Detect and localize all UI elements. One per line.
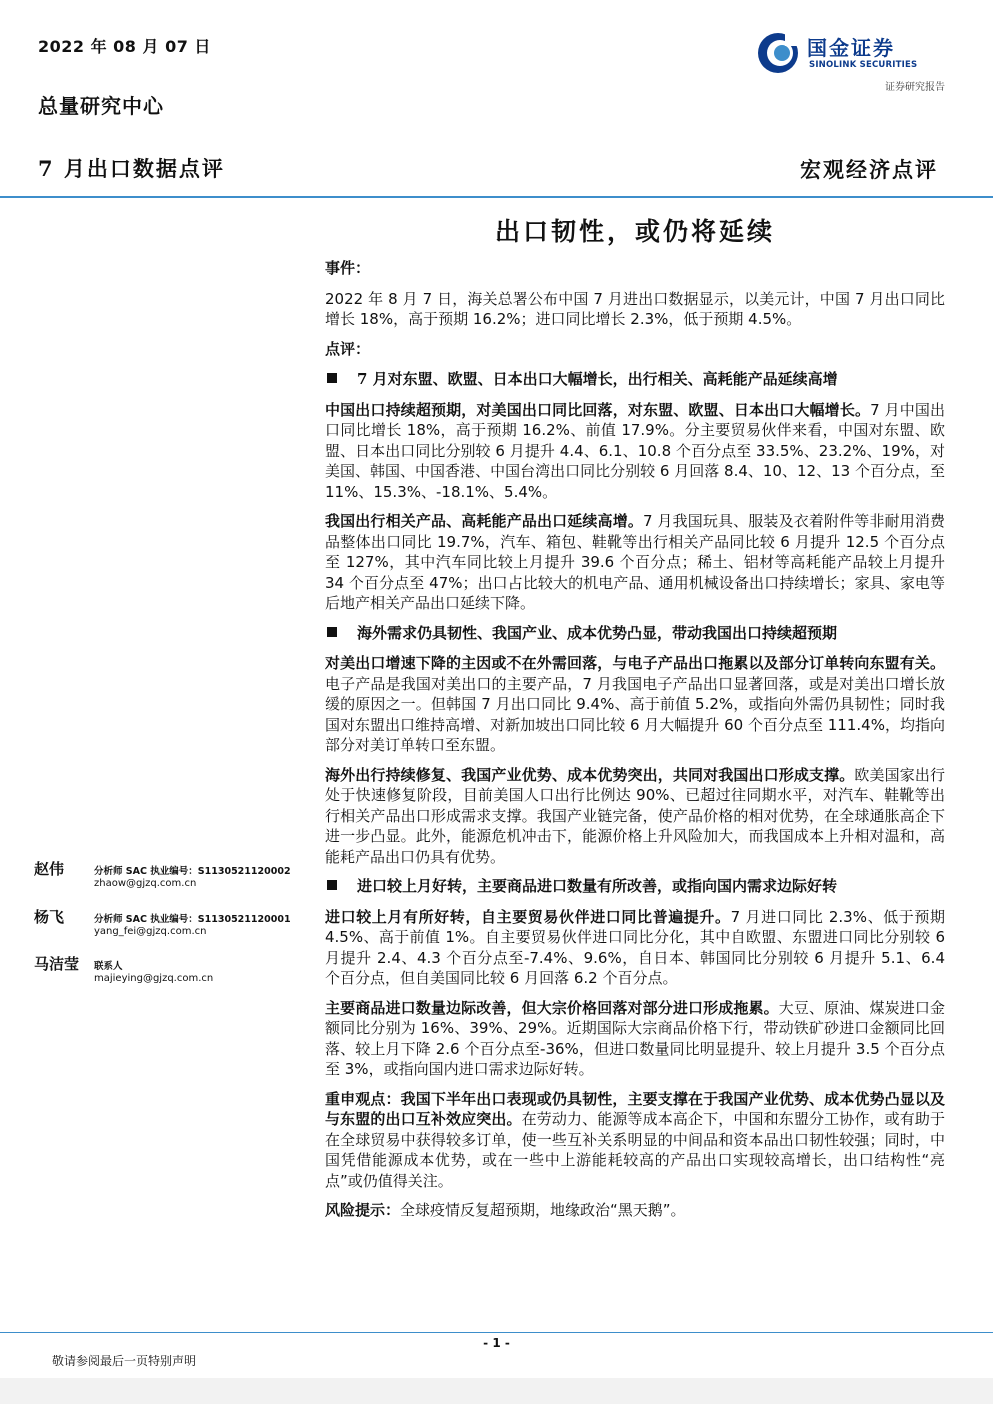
paragraph-text: 7 月进口同比 2.3%、低于预期 4.5%、高于前值 1%。自主要贸易伙伴进口同比分化，其中自欧盟、东盟进口同比分别较 6 月提升 2.4、4.3 个百分点至-7.4%、9.6%，自日本、韩国同比分别较 6 月提升 5.1、6.4 个百分点，但自美国同比较 6 月回落 6.2 个百分点。	[325, 907, 945, 987]
analyst-email: majieying@gjzq.com.cn	[94, 973, 214, 984]
paragraph-text: 在劳动力、能源等成本高企下，中国和东盟分工协作，或有助于在全球贸易中获得较多订单，使一些互补关系明显的中间品和资本品出口韧性较强；同时，中国凭借能源成本优势，或在一些中上游能耗较高的产品出口实现较高增长，出口结构性“亮点”或仍值得关注。	[325, 1110, 945, 1190]
analyst-name: 马洁莹	[34, 955, 80, 973]
logo-mark-icon	[757, 32, 799, 74]
page-number: - 1 -	[483, 1336, 510, 1350]
risk-text: 全球疫情反复超预期，地缘政治“黑天鹅”。	[400, 1201, 686, 1219]
analyst-name: 杨飞	[34, 908, 65, 926]
paragraph-text: 7 月我国玩具、服装及衣着附件等非耐用消费品整体出口同比 19.7%，汽车、箱包、鞋靴等出行相关产品同比较 6 月提升 12.5 个百分点至 127%，其中汽车同比较上月提升 39.6 个百分点；稀土、铝材等高耗能产品较上月提升 34 个百分点至 47%；出口占比较大的机电产品、通用机械设备出口持续增长；家具、家电等后地产相关产品出口延续下降。	[325, 512, 945, 612]
footer-divider	[0, 1332, 993, 1333]
analyst-name: 赵伟	[34, 860, 65, 878]
report-date: 2022 年 08 月 07 日	[38, 37, 211, 56]
analyst-email: yang_fei@gjzq.com.cn	[94, 926, 207, 937]
footer-band	[0, 1378, 993, 1404]
paragraph-text: 7 月中国出口同比增长 18%，高于预期 16.2%、前值 17.9%。分主要贸易伙伴来看，中国对东盟、欧盟、日本出口同比分别较 6 月提升 4.4、6.1、10.8 个百分点至 33.5%、23.2%、19%，对美国、韩国、中国香港、中国台湾出口同比分别较 6 月回落 8.4、10、12、13 个百分点，至 11%、15.3%、-18.1%、5.4%。	[325, 400, 945, 501]
risk-label: 风险提示：	[325, 1201, 401, 1219]
main-content	[325, 258, 945, 1230]
bullet-square-icon	[327, 880, 337, 890]
report-title: 7 月出口数据点评	[38, 156, 225, 181]
risk-warning	[325, 1200, 945, 1221]
paragraph	[325, 511, 945, 614]
paragraph	[325, 653, 945, 756]
logo-chinese-name: 国金证券	[807, 36, 895, 60]
paragraph	[325, 998, 945, 1080]
logo-english-name: SINOLINK SECURITIES	[809, 60, 918, 70]
event-text: 2022 年 8 月 7 日，海关总署公布中国 7 月进出口数据显示，以美元计，中国 7 月出口同比增长 18%，高于预期 16.2%；进口同比增长 2.3%，低于预期 4.5%。	[325, 289, 945, 328]
analyst-credential: 分析师 SAC 执业编号：S1130521120002	[94, 866, 291, 877]
paragraph-lead: 我国出行相关产品、高耗能产品出口延续高增。	[325, 512, 643, 530]
paragraph-text: 大豆、原油、煤炭进口金额同比分别为 16%、39%、29%。近期国际大宗商品价格下行，带动铁矿砂进口金额同比回落、较上月下降 2.6 个百分点至-36%，但进口数量同比明显提升、较上月提升 3.5 个百分点至 3%，或指向国内进口需求边际好转。	[325, 998, 945, 1078]
bullet-square-icon	[327, 627, 337, 637]
paragraph	[325, 765, 945, 868]
headline: 出口韧性，或仍将延续	[494, 217, 775, 246]
paragraph-text: 电子产品是我国对美出口的主要产品，7 月我国电子产品出口显著回落，或是对美出口增长放缓的原因之一。但韩国 7 月出口同比 9.4%、高于前值 5.2%，或指向外需仍具韧性；同时我国对东盟出口维持高增、对新加坡出口同比较 6 月大幅提升 60 个百分点至 111.4%，均指向部分对美订单转口至东盟。	[325, 674, 945, 754]
header-divider	[0, 196, 993, 198]
paragraph	[325, 400, 945, 503]
disclaimer-note: 敬请参阅最后一页特别声明	[52, 1354, 197, 1368]
paragraph-text: 欧美国家出行处于快速修复阶段，目前美国人口出行比例达 90%、已超过往同期水平，对汽车、鞋靴等出行相关产品出口形成需求支撑。我国产业链完备，使产品价格的相对优势，在全球通胀高企下进一步凸显。此外，能源危机冲击下，能源价格上升风险加大，而我国成本上升相对温和，高能耗产品出口仍具有优势。	[325, 765, 945, 866]
paragraph-lead: 对美出口增速下降的主因或不在外需回落，与电子产品出口拖累以及部分订单转向东盟有关。	[325, 654, 945, 672]
event-label: 事件：	[325, 259, 371, 277]
report-type: 宏观经济点评	[800, 157, 938, 182]
paragraph-lead: 中国出口持续超预期，对美国出口同比回落，对东盟、欧盟、日本出口大幅增长。	[325, 400, 871, 419]
company-logo	[757, 30, 947, 76]
section-heading: 进口较上月好转，主要商品进口数量有所改善，或指向国内需求边际好转	[325, 876, 945, 897]
comment-label: 点评：	[325, 339, 371, 358]
section-heading: 7 月对东盟、欧盟、日本出口大幅增长，出行相关、高耗能产品延续高增	[325, 369, 945, 390]
paragraph	[325, 1089, 945, 1192]
analyst-credential: 分析师 SAC 执业编号：S1130521120001	[94, 914, 291, 925]
paragraph-lead: 重申观点：我国下半年出口表现或仍具韧性，主要支撑在于我国产业优势、成本优势凸显以及与东盟的出口互补效应突出。	[325, 1089, 945, 1128]
bullet-square-icon	[327, 373, 337, 383]
department-name: 总量研究中心	[38, 94, 164, 118]
section-heading: 海外需求仍具韧性、我国产业、成本优势凸显，带动我国出口持续超预期	[325, 623, 945, 644]
paragraph	[325, 907, 945, 989]
paragraph-lead: 海外出行持续修复、我国产业优势、成本优势突出，共同对我国出口形成支撑。	[325, 765, 855, 784]
report-category: 证券研究报告	[885, 82, 945, 93]
paragraph-lead: 进口较上月有所好转，自主要贸易伙伴进口同比普遍提升。	[325, 907, 731, 926]
analyst-credential: 联系人	[94, 961, 123, 972]
paragraph-lead: 主要商品进口数量边际改善，但大宗价格回落对部分进口形成拖累。	[325, 998, 779, 1017]
analyst-email: zhaow@gjzq.com.cn	[94, 878, 197, 889]
